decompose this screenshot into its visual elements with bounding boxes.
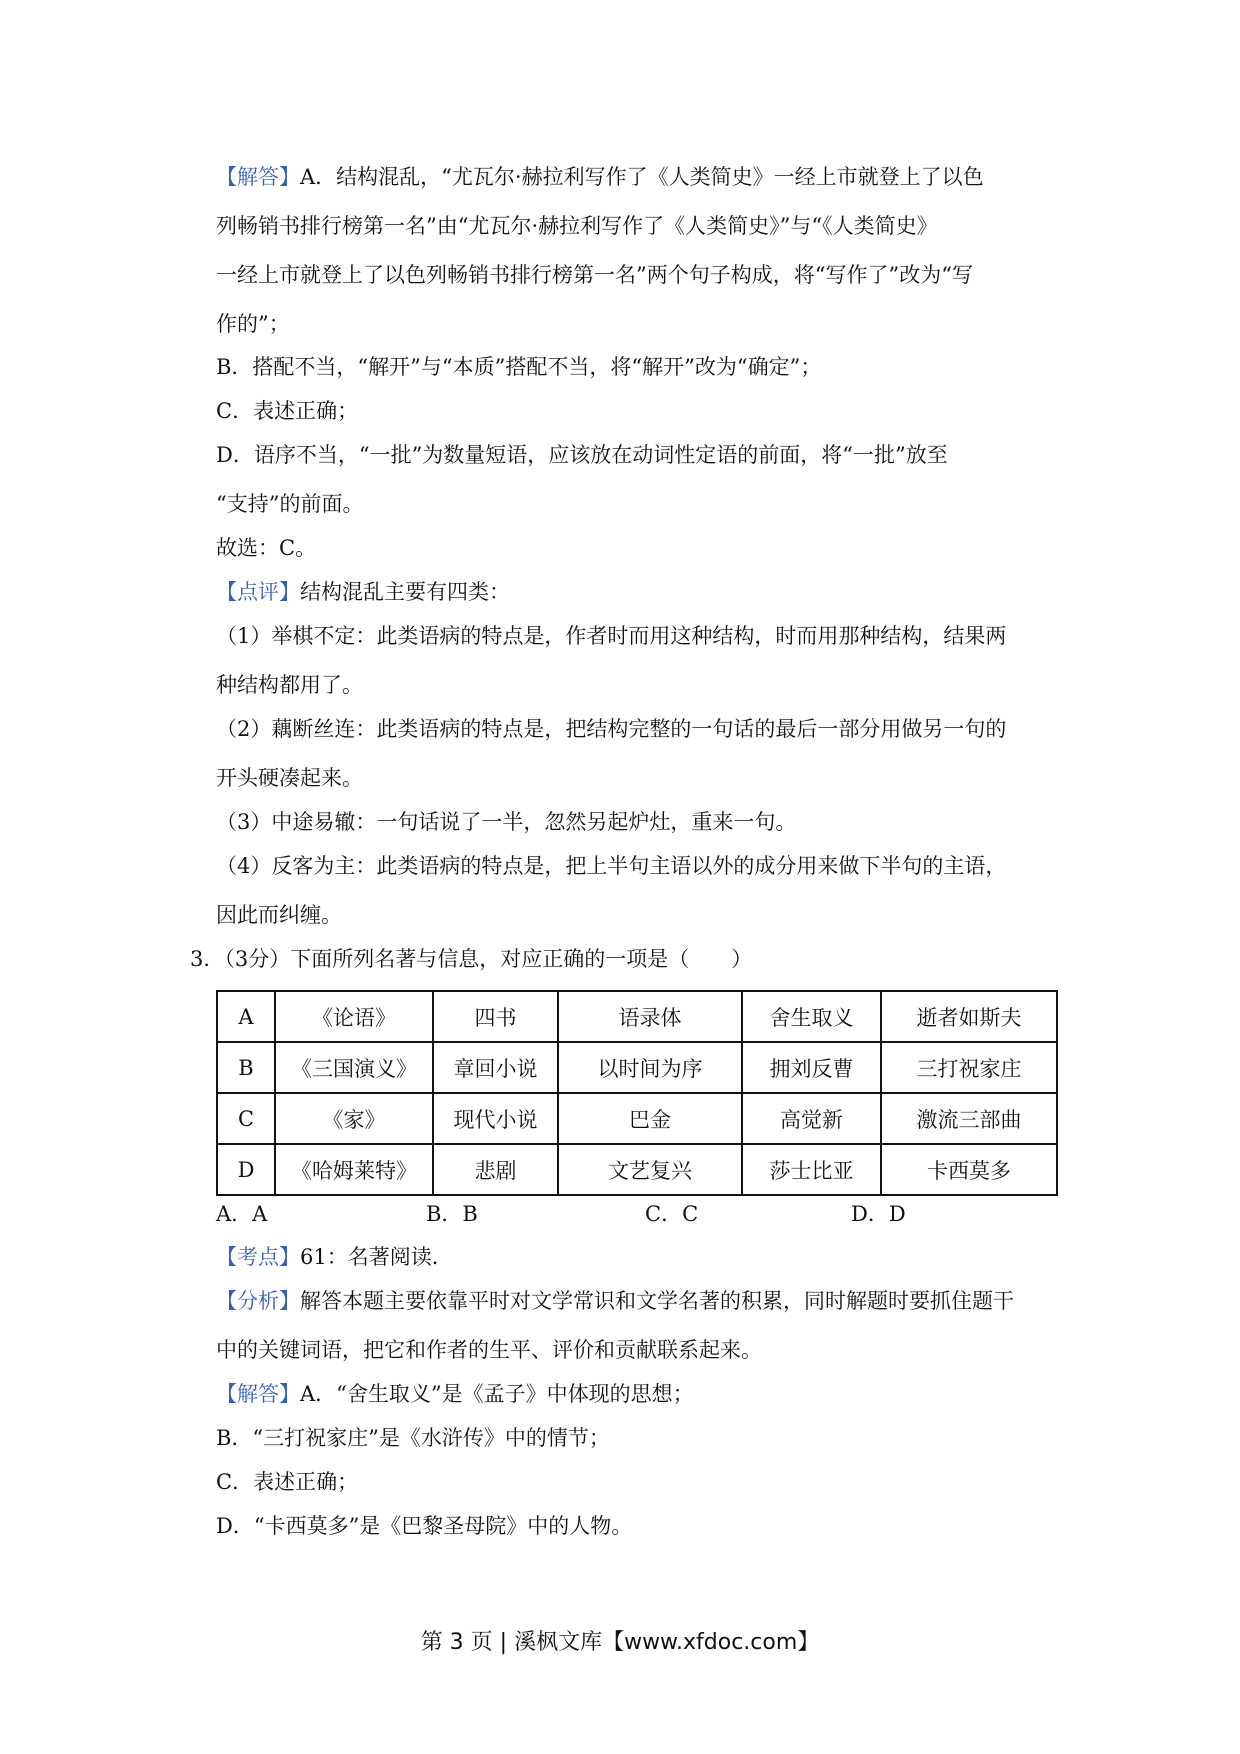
comment-line-5: 开头硬凑起来。 (216, 766, 363, 790)
table-cell: 激流三部曲 (881, 1093, 1057, 1144)
answer1-conclusion: 故选：C。 (216, 536, 317, 560)
table-cell: 章回小说 (433, 1042, 558, 1093)
answer-tag: 【解答】 (216, 165, 300, 189)
kaodian-tag: 【考点】 (216, 1245, 300, 1269)
analysis-tag: 【分析】 (216, 1289, 300, 1313)
table-row (217, 991, 1057, 1042)
table-cell: D (217, 1144, 275, 1195)
answer1-option-d-2: “支持”的前面。 (216, 492, 364, 516)
comment-line-8: 因此而纠缠。 (216, 903, 342, 927)
table-cell: A (217, 991, 275, 1042)
comment-tag: 【点评】 (216, 580, 300, 604)
choice-c: C．C (645, 1202, 699, 1226)
kaodian-line: 【考点】61：名著阅读． (216, 1245, 453, 1269)
table-row (217, 1144, 1057, 1195)
choice-d: D．D (851, 1202, 906, 1226)
answer2-line-1: 【解答】A．“舍生取义”是《孟子》中体现的思想； (216, 1382, 694, 1406)
table-cell: 现代小说 (433, 1093, 558, 1144)
comment-line-7: （4）反客为主：此类语病的特点是，把上半句主语以外的成分用来做下半句的主语， (216, 854, 1007, 878)
table-row (217, 1093, 1057, 1144)
table-cell: 舍生取义 (742, 991, 881, 1042)
table-cell: 拥刘反曹 (742, 1042, 881, 1093)
answer1-line-2: 列畅销书排行榜第一名”由“尤瓦尔·赫拉利写作了《人类简史》”与“《人类简史》 (216, 214, 938, 238)
question3-table (216, 990, 1058, 1196)
table-cell: 《家》 (275, 1093, 433, 1144)
comment-line-4: （2）藕断丝连：此类语病的特点是，把结构完整的一句话的最后一部分用做另一句的 (216, 717, 1007, 741)
answer2-line-3: C．表述正确； (216, 1470, 359, 1494)
table-cell: 语录体 (558, 991, 742, 1042)
table-cell: 《三国演义》 (275, 1042, 433, 1093)
comment-line-1: 【点评】结构混乱主要有四类： (216, 580, 510, 604)
analysis-line-1: 【分析】解答本题主要依靠平时对文学常识和文学名著的积累，同时解题时要抓住题干 (216, 1289, 1014, 1313)
comment-line-2: （1）举棋不定：此类语病的特点是，作者时而用这种结构，时而用那种结构，结果两 (216, 624, 1007, 648)
table-cell: 高觉新 (742, 1093, 881, 1144)
answer1-option-c: C．表述正确； (216, 399, 359, 423)
table-row (217, 1042, 1057, 1093)
table-cell: 《论语》 (275, 991, 433, 1042)
page-footer: 第 3 页 | 溪枫文库【www.xfdoc.com】 (420, 1630, 820, 1655)
answer1-line-1: 【解答】A．结构混乱，“尤瓦尔·赫拉利写作了《人类简史》一经上市就登上了以色 (216, 165, 984, 189)
choice-b: B．B (426, 1202, 478, 1226)
table-cell: 文艺复兴 (558, 1144, 742, 1195)
table-cell: B (217, 1042, 275, 1093)
table-cell: 三打祝家庄 (881, 1042, 1057, 1093)
analysis-line-2: 中的关键词语，把它和作者的生平、评价和贡献联系起来。 (216, 1338, 762, 1362)
table-cell: 卡西莫多 (881, 1144, 1057, 1195)
table-cell: 《哈姆莱特》 (275, 1144, 433, 1195)
answer1-option-b: B．搭配不当，“解开”与“本质”搭配不当，将“解开”改为“确定”； (216, 355, 822, 379)
table-cell: 以时间为序 (558, 1042, 742, 1093)
question3-stem: 3．（3分）下面所列名著与信息，对应正确的一项是（ ） (190, 947, 753, 971)
comment-line-3: 种结构都用了。 (216, 673, 363, 697)
table-cell: 逝者如斯夫 (881, 991, 1057, 1042)
table-cell: C (217, 1093, 275, 1144)
answer1-line-4: 作的”； (216, 312, 290, 336)
table-cell: 悲剧 (433, 1144, 558, 1195)
answer-tag: 【解答】 (216, 1382, 300, 1406)
answer1-line-3: 一经上市就登上了以色列畅销书排行榜第一名”两个句子构成，将“写作了”改为“写 (216, 263, 973, 287)
table-cell: 巴金 (558, 1093, 742, 1144)
table-cell: 莎士比亚 (742, 1144, 881, 1195)
choice-a: A．A (216, 1202, 268, 1226)
comment-line-6: （3）中途易辙：一句话说了一半，忽然另起炉灶，重来一句。 (216, 810, 797, 834)
table-cell: 四书 (433, 991, 558, 1042)
answer1-option-d-1: D．语序不当，“一批”为数量短语，应该放在动词性定语的前面，将“一批”放至 (216, 443, 948, 467)
answer2-line-4: D．“卡西莫多”是《巴黎圣母院》中的人物。 (216, 1514, 633, 1538)
answer2-line-2: B．“三打祝家庄”是《水浒传》中的情节； (216, 1426, 610, 1450)
